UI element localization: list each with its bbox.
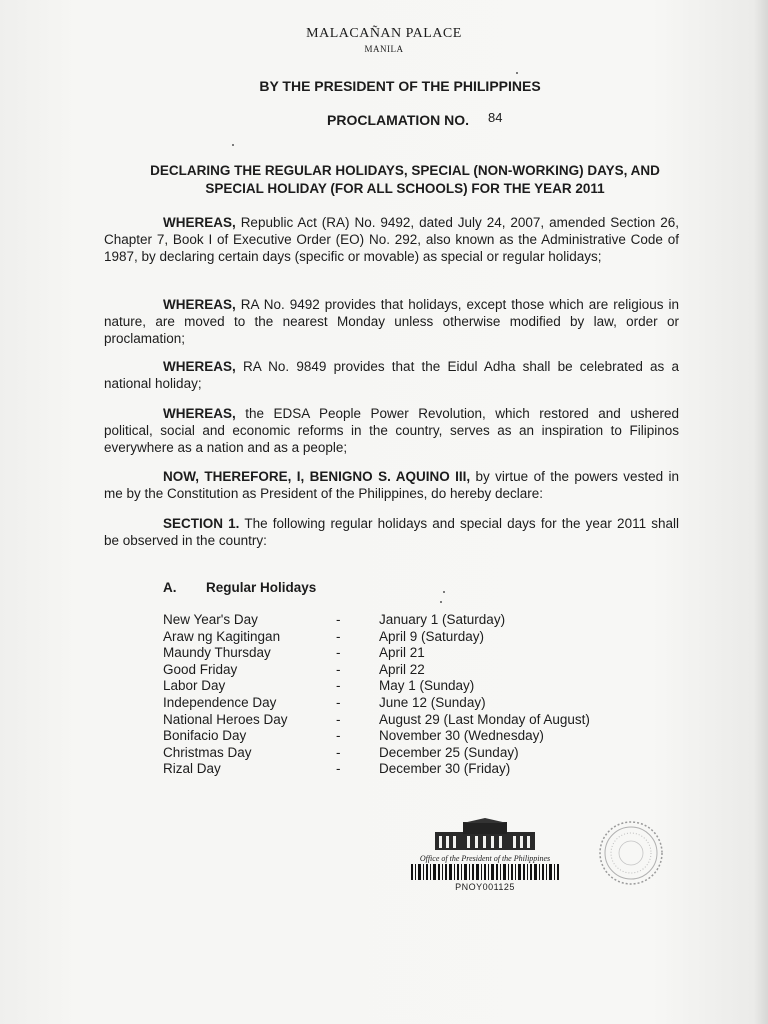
whereas-paragraph — [104, 358, 679, 392]
proclamation-label: PROCLAMATION NO. — [327, 112, 470, 128]
holiday-date: December 25 (Sunday) — [379, 744, 519, 760]
holiday-dash: - — [336, 628, 341, 644]
letterhead-palace: MALACAÑAN PALACE — [306, 26, 462, 41]
scan-speck — [516, 72, 518, 74]
section-1-paragraph — [104, 515, 679, 549]
whereas-lead: WHEREAS, — [163, 406, 236, 421]
holiday-date: May 1 (Sunday) — [379, 678, 475, 694]
declaration-paragraph — [104, 468, 679, 502]
holiday-date: April 21 — [379, 645, 425, 661]
holiday-dash: - — [336, 678, 341, 694]
holiday-date: January 1 (Saturday) — [379, 612, 506, 627]
scan-speck — [440, 601, 442, 603]
holiday-dash: - — [336, 661, 341, 677]
holiday-dash: - — [336, 694, 341, 710]
proclamation-number: 84 — [488, 110, 503, 125]
holiday-date: November 30 (Wednesday) — [379, 728, 544, 744]
holiday-name: Labor Day — [163, 678, 226, 694]
holiday-dash: - — [336, 612, 341, 627]
holiday-name: National Heroes Day — [163, 711, 288, 727]
page-edge-shadow — [754, 0, 768, 1024]
whereas-lead: WHEREAS, — [163, 359, 236, 374]
holiday-name: Maundy Thursday — [163, 645, 271, 661]
declaration-text: by virtue of the powers vested in me by the Constitution as President of the Philippines, do hereby declare: — [104, 469, 679, 501]
holiday-dash: - — [336, 728, 341, 744]
holiday-name: Rizal Day — [163, 761, 221, 777]
holiday-row — [163, 745, 633, 762]
holiday-date: April 9 (Saturday) — [379, 628, 485, 644]
holiday-row — [163, 612, 633, 629]
whereas-paragraph — [104, 296, 679, 347]
letterhead-city: MANILA — [364, 44, 404, 54]
subsection-title: Regular Holidays — [206, 580, 317, 595]
holiday-name: Good Friday — [163, 661, 238, 677]
holiday-dash: - — [336, 711, 341, 727]
holiday-row — [163, 678, 633, 695]
holiday-name: Independence Day — [163, 694, 277, 710]
whereas-text: RA No. 9849 provides that the Eidul Adha shall be celebrated as a national holiday; — [104, 359, 679, 391]
whereas-text: Republic Act (RA) No. 9492, dated July 24, 2007, amended Section 26, Chapter 7, Book I of Executive Order (EO) No. 292, also known as the Administrative Code of 1987, by declaring certain days (specific or movable) as special or regular holidays; — [104, 215, 679, 264]
office-seal — [405, 818, 565, 898]
whereas-text: RA No. 9492 provides that holidays, except those which are religious in nature, are moved to the nearest Monday unless otherwise modified by law, order or proclamation; — [104, 297, 679, 346]
subsection-letter: A. — [163, 580, 177, 595]
holiday-date: August 29 (Last Monday of August) — [379, 711, 590, 727]
whereas-paragraph — [104, 214, 679, 265]
holiday-row — [163, 662, 633, 679]
document-title: DECLARING THE REGULAR HOLIDAYS, SPECIAL (NON-WORKING) DAYS, AND SPECIAL HOLIDAY (FOR ALL SCHOOLS) FOR THE YEAR 2011 — [150, 163, 660, 196]
section-1-text: The following regular holidays and special days for the year 2011 shall be observed in the country: — [104, 516, 680, 548]
whereas-lead: WHEREAS, — [163, 215, 236, 230]
holiday-row — [163, 629, 633, 646]
holiday-row — [163, 645, 633, 662]
whereas-text: the EDSA People Power Revolution, which restored and ushered political, social and economic reforms in the country, serves as an inspiration to Filipinos everywhere as a nation and as a people; — [104, 406, 679, 455]
scan-speck — [232, 144, 234, 146]
holiday-row — [163, 761, 633, 778]
holiday-dash: - — [336, 645, 341, 661]
holiday-dash: - — [336, 744, 341, 760]
seal-caption: Office of the President of the Philippines — [419, 854, 551, 863]
holiday-row — [163, 728, 633, 745]
holiday-name: Bonifacio Day — [163, 728, 247, 744]
palace-building-icon — [433, 818, 537, 852]
declaration-lead: NOW, THEREFORE, I, BENIGNO S. AQUINO III, — [163, 469, 471, 484]
barcode-number: PNOY001125 — [455, 882, 515, 892]
holiday-name: New Year's Day — [163, 612, 258, 627]
whereas-paragraph — [104, 405, 679, 456]
holiday-date: December 30 (Friday) — [379, 761, 511, 777]
holiday-row — [163, 712, 633, 729]
holiday-date: April 22 — [379, 661, 425, 677]
holiday-row — [163, 695, 633, 712]
section-1-lead: SECTION 1. — [163, 516, 240, 531]
embossed-seal-icon — [598, 820, 664, 886]
holiday-name: Araw ng Kagitingan — [163, 628, 281, 644]
whereas-lead: WHEREAS, — [163, 297, 236, 312]
regular-holidays-list — [163, 612, 633, 778]
holiday-date: June 12 (Sunday) — [379, 694, 486, 710]
holiday-name: Christmas Day — [163, 744, 252, 760]
scan-speck — [443, 591, 445, 593]
issuer-line: BY THE PRESIDENT OF THE PHILIPPINES — [259, 78, 541, 94]
barcode-icon — [411, 864, 559, 880]
holiday-dash: - — [336, 761, 341, 777]
